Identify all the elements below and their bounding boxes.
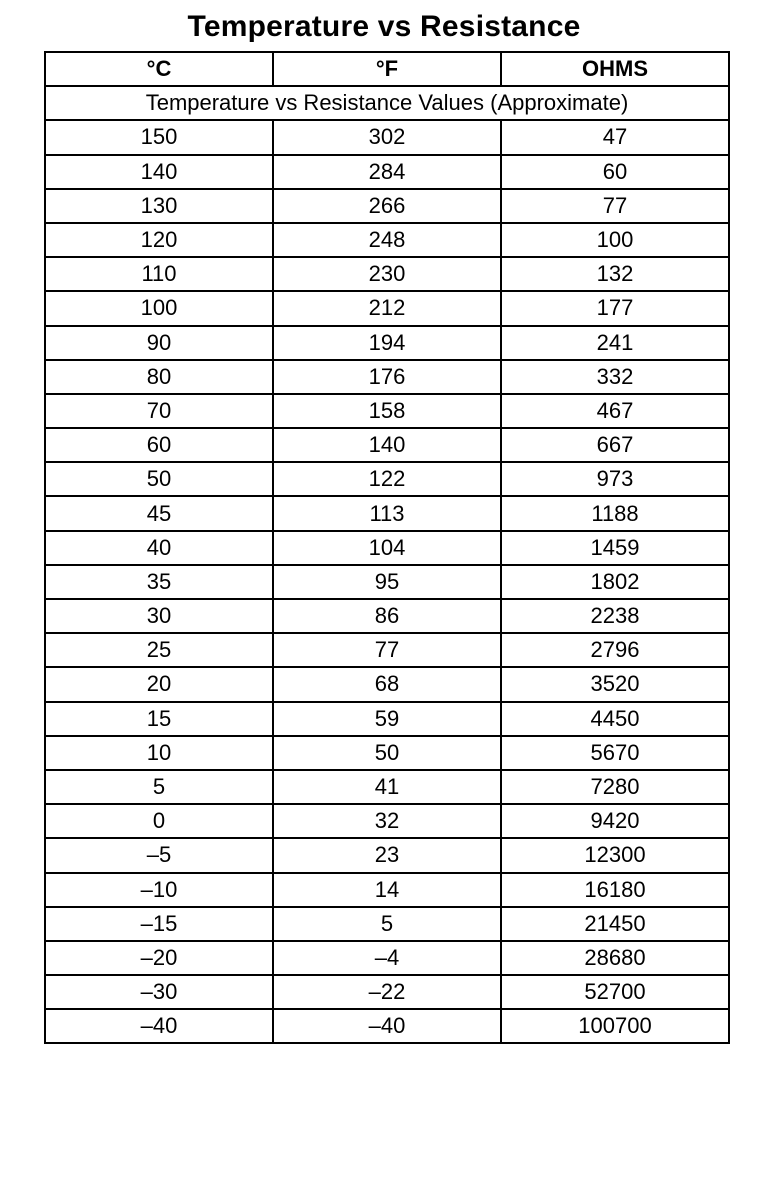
- ohms-cell: 667: [501, 428, 729, 462]
- ohms-cell: 132: [501, 257, 729, 291]
- fahrenheit-cell: –40: [273, 1009, 501, 1043]
- celsius-cell: 130: [45, 189, 273, 223]
- table-row: [45, 873, 729, 907]
- table-row: [45, 394, 729, 428]
- table-row: [45, 565, 729, 599]
- fahrenheit-cell: 32: [273, 804, 501, 838]
- fahrenheit-cell: 86: [273, 599, 501, 633]
- fahrenheit-cell: 68: [273, 667, 501, 701]
- celsius-cell: 110: [45, 257, 273, 291]
- fahrenheit-cell: –22: [273, 975, 501, 1009]
- table-row: [45, 428, 729, 462]
- ohms-cell: 2796: [501, 633, 729, 667]
- table-row: [45, 975, 729, 1009]
- temperature-resistance-table: [44, 51, 730, 1044]
- celsius-cell: –5: [45, 838, 273, 872]
- table-row: [45, 1009, 729, 1043]
- celsius-cell: 40: [45, 531, 273, 565]
- celsius-cell: 140: [45, 155, 273, 189]
- table-row: [45, 667, 729, 701]
- table-subtitle: Temperature vs Resistance Values (Approximate): [45, 86, 729, 120]
- fahrenheit-cell: 95: [273, 565, 501, 599]
- ohms-cell: 60: [501, 155, 729, 189]
- celsius-cell: –20: [45, 941, 273, 975]
- fahrenheit-cell: 5: [273, 907, 501, 941]
- table-row: [45, 702, 729, 736]
- ohms-cell: 3520: [501, 667, 729, 701]
- ohms-cell: 241: [501, 326, 729, 360]
- table-row: [45, 941, 729, 975]
- header-fahrenheit: °F: [273, 52, 501, 86]
- celsius-cell: 45: [45, 496, 273, 530]
- table-row: [45, 291, 729, 325]
- table-row: [45, 736, 729, 770]
- table-row: [45, 599, 729, 633]
- table-row: [45, 120, 729, 154]
- table-row: [45, 462, 729, 496]
- celsius-cell: –10: [45, 873, 273, 907]
- celsius-cell: 100: [45, 291, 273, 325]
- celsius-cell: 120: [45, 223, 273, 257]
- celsius-cell: –30: [45, 975, 273, 1009]
- table-row: [45, 838, 729, 872]
- fahrenheit-cell: 302: [273, 120, 501, 154]
- celsius-cell: 60: [45, 428, 273, 462]
- ohms-cell: 16180: [501, 873, 729, 907]
- fahrenheit-cell: 59: [273, 702, 501, 736]
- celsius-cell: 5: [45, 770, 273, 804]
- table-row: [45, 804, 729, 838]
- ohms-cell: 177: [501, 291, 729, 325]
- table-row: [45, 189, 729, 223]
- header-ohms: OHMS: [501, 52, 729, 86]
- ohms-cell: 9420: [501, 804, 729, 838]
- fahrenheit-cell: 140: [273, 428, 501, 462]
- table-row: [45, 633, 729, 667]
- table-row: [45, 155, 729, 189]
- celsius-cell: 80: [45, 360, 273, 394]
- ohms-cell: 21450: [501, 907, 729, 941]
- ohms-cell: 973: [501, 462, 729, 496]
- header-celsius: °C: [45, 52, 273, 86]
- fahrenheit-cell: 266: [273, 189, 501, 223]
- celsius-cell: 30: [45, 599, 273, 633]
- fahrenheit-cell: 248: [273, 223, 501, 257]
- fahrenheit-cell: 41: [273, 770, 501, 804]
- ohms-cell: 7280: [501, 770, 729, 804]
- celsius-cell: 20: [45, 667, 273, 701]
- subtitle-row: [45, 86, 729, 120]
- ohms-cell: 4450: [501, 702, 729, 736]
- celsius-cell: 50: [45, 462, 273, 496]
- ohms-cell: 12300: [501, 838, 729, 872]
- ohms-cell: 47: [501, 120, 729, 154]
- fahrenheit-cell: 122: [273, 462, 501, 496]
- celsius-cell: 10: [45, 736, 273, 770]
- ohms-cell: 467: [501, 394, 729, 428]
- table-body: [45, 86, 729, 1043]
- celsius-cell: 25: [45, 633, 273, 667]
- fahrenheit-cell: 113: [273, 496, 501, 530]
- table-row: [45, 907, 729, 941]
- fahrenheit-cell: 284: [273, 155, 501, 189]
- fahrenheit-cell: 23: [273, 838, 501, 872]
- ohms-cell: 332: [501, 360, 729, 394]
- celsius-cell: –40: [45, 1009, 273, 1043]
- fahrenheit-cell: 104: [273, 531, 501, 565]
- celsius-cell: 35: [45, 565, 273, 599]
- fahrenheit-cell: –4: [273, 941, 501, 975]
- fahrenheit-cell: 176: [273, 360, 501, 394]
- celsius-cell: 150: [45, 120, 273, 154]
- table-row: [45, 360, 729, 394]
- ohms-cell: 100: [501, 223, 729, 257]
- celsius-cell: 70: [45, 394, 273, 428]
- ohms-cell: 1188: [501, 496, 729, 530]
- ohms-cell: 52700: [501, 975, 729, 1009]
- fahrenheit-cell: 212: [273, 291, 501, 325]
- header-row: [45, 52, 729, 86]
- celsius-cell: 0: [45, 804, 273, 838]
- table-row: [45, 770, 729, 804]
- fahrenheit-cell: 230: [273, 257, 501, 291]
- fahrenheit-cell: 14: [273, 873, 501, 907]
- fahrenheit-cell: 194: [273, 326, 501, 360]
- celsius-cell: 15: [45, 702, 273, 736]
- fahrenheit-cell: 50: [273, 736, 501, 770]
- page-title: Temperature vs Resistance: [187, 10, 581, 43]
- table-row: [45, 326, 729, 360]
- table-row: [45, 257, 729, 291]
- fahrenheit-cell: 77: [273, 633, 501, 667]
- celsius-cell: 90: [45, 326, 273, 360]
- ohms-cell: 5670: [501, 736, 729, 770]
- fahrenheit-cell: 158: [273, 394, 501, 428]
- ohms-cell: 2238: [501, 599, 729, 633]
- table-row: [45, 496, 729, 530]
- ohms-cell: 77: [501, 189, 729, 223]
- ohms-cell: 100700: [501, 1009, 729, 1043]
- ohms-cell: 1802: [501, 565, 729, 599]
- celsius-cell: –15: [45, 907, 273, 941]
- table-row: [45, 223, 729, 257]
- ohms-cell: 1459: [501, 531, 729, 565]
- table-row: [45, 531, 729, 565]
- ohms-cell: 28680: [501, 941, 729, 975]
